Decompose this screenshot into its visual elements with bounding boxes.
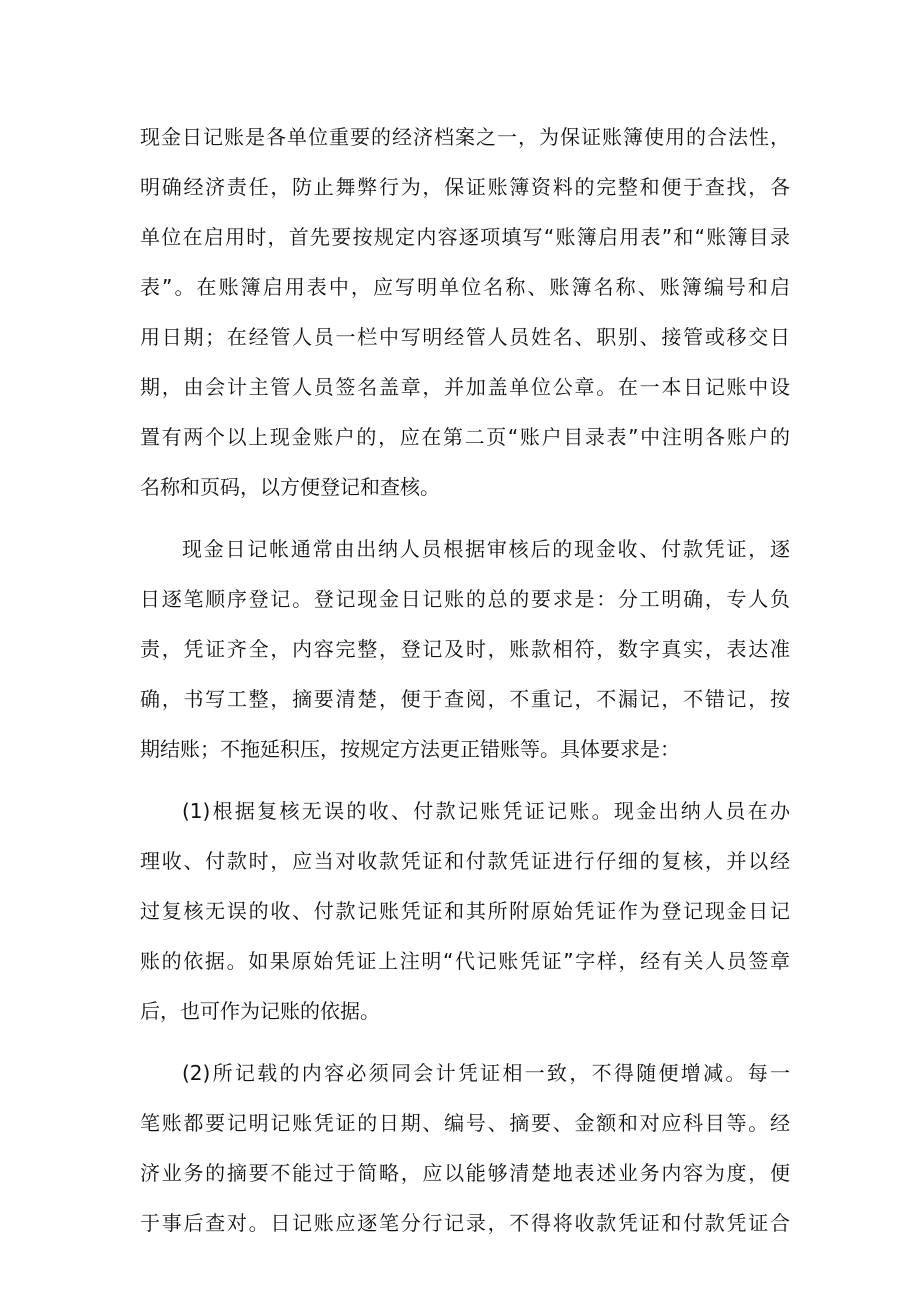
paragraph-line: 明确经济责任，防止舞弊行为，保证账簿资料的完整和便于查找，各 <box>140 175 790 199</box>
paragraph-1 <box>140 112 790 512</box>
paragraph-line: 责，凭证齐全，内容完整，登记及时，账款相符，数字真实，表达准 <box>140 637 790 661</box>
paragraph-line: 账的依据。如果原始凭证上注明“代记账凭证”字样，经有关人员签章 <box>140 949 790 973</box>
paragraph-line: 现金日记帐通常由出纳人员根据审核后的现金收、付款凭证，逐 <box>182 537 790 561</box>
paragraph-line: 理收、付款时，应当对收款凭证和付款凭证进行仔细的复核，并以经 <box>140 849 790 873</box>
paragraph-2 <box>140 524 790 774</box>
paragraph-line: 表”。在账簿启用表中，应写明单位名称、账簿名称、账簿编号和启 <box>140 275 790 299</box>
paragraph-line: 用日期；在经管人员一栏中写明经管人员姓名、职别、接管或移交日 <box>140 325 790 349</box>
paragraph-line: 后，也可作为记账的依据。 <box>140 999 380 1023</box>
paragraph-line: 期结账；不拖延积压，按规定方法更正错账等。具体要求是： <box>140 737 680 761</box>
paragraph-line: 于事后查对。日记账应逐笔分行记录，不得将收款凭证和付款凭证合 <box>140 1211 790 1235</box>
paragraph-line: 笔账都要记明记账凭证的日期、编号、摘要、金额和对应科目等。经 <box>140 1111 790 1135</box>
paragraph-line: 现金日记账是各单位重要的经济档案之一，为保证账簿使用的合法性， <box>140 125 790 149</box>
paragraph-line: 确，书写工整，摘要清楚，便于查阅，不重记，不漏记，不错记，按 <box>140 687 790 711</box>
paragraph-3 <box>140 786 790 1036</box>
paragraph-line: 单位在启用时，首先要按规定内容逐项填写“账簿启用表”和“账簿目录 <box>140 225 790 249</box>
paragraph-line: 期，由会计主管人员签名盖章，并加盖单位公章。在一本日记账中设 <box>140 375 790 399</box>
paragraph-line: 济业务的摘要不能过于简略，应以能够清楚地表述业务内容为度，便 <box>140 1161 790 1185</box>
paragraph-line: 过复核无误的收、付款记账凭证和其所附原始凭证作为登记现金日记 <box>140 899 790 923</box>
paragraph-4 <box>140 1048 790 1248</box>
paragraph-line: 名称和页码，以方便登记和查核。 <box>140 475 440 499</box>
paragraph-line: 置有两个以上现金账户的，应在第二页“账户目录表”中注明各账户的 <box>140 425 790 449</box>
paragraph-line: 日逐笔顺序登记。登记现金日记账的总的要求是：分工明确，专人负 <box>140 587 790 611</box>
paragraph-line: (1)根据复核无误的收、付款记账凭证记账。现金出纳人员在办 <box>182 799 790 823</box>
document-body <box>140 112 790 1248</box>
paragraph-line: (2)所记载的内容必须同会计凭证相一致，不得随便增减。每一 <box>182 1061 790 1085</box>
